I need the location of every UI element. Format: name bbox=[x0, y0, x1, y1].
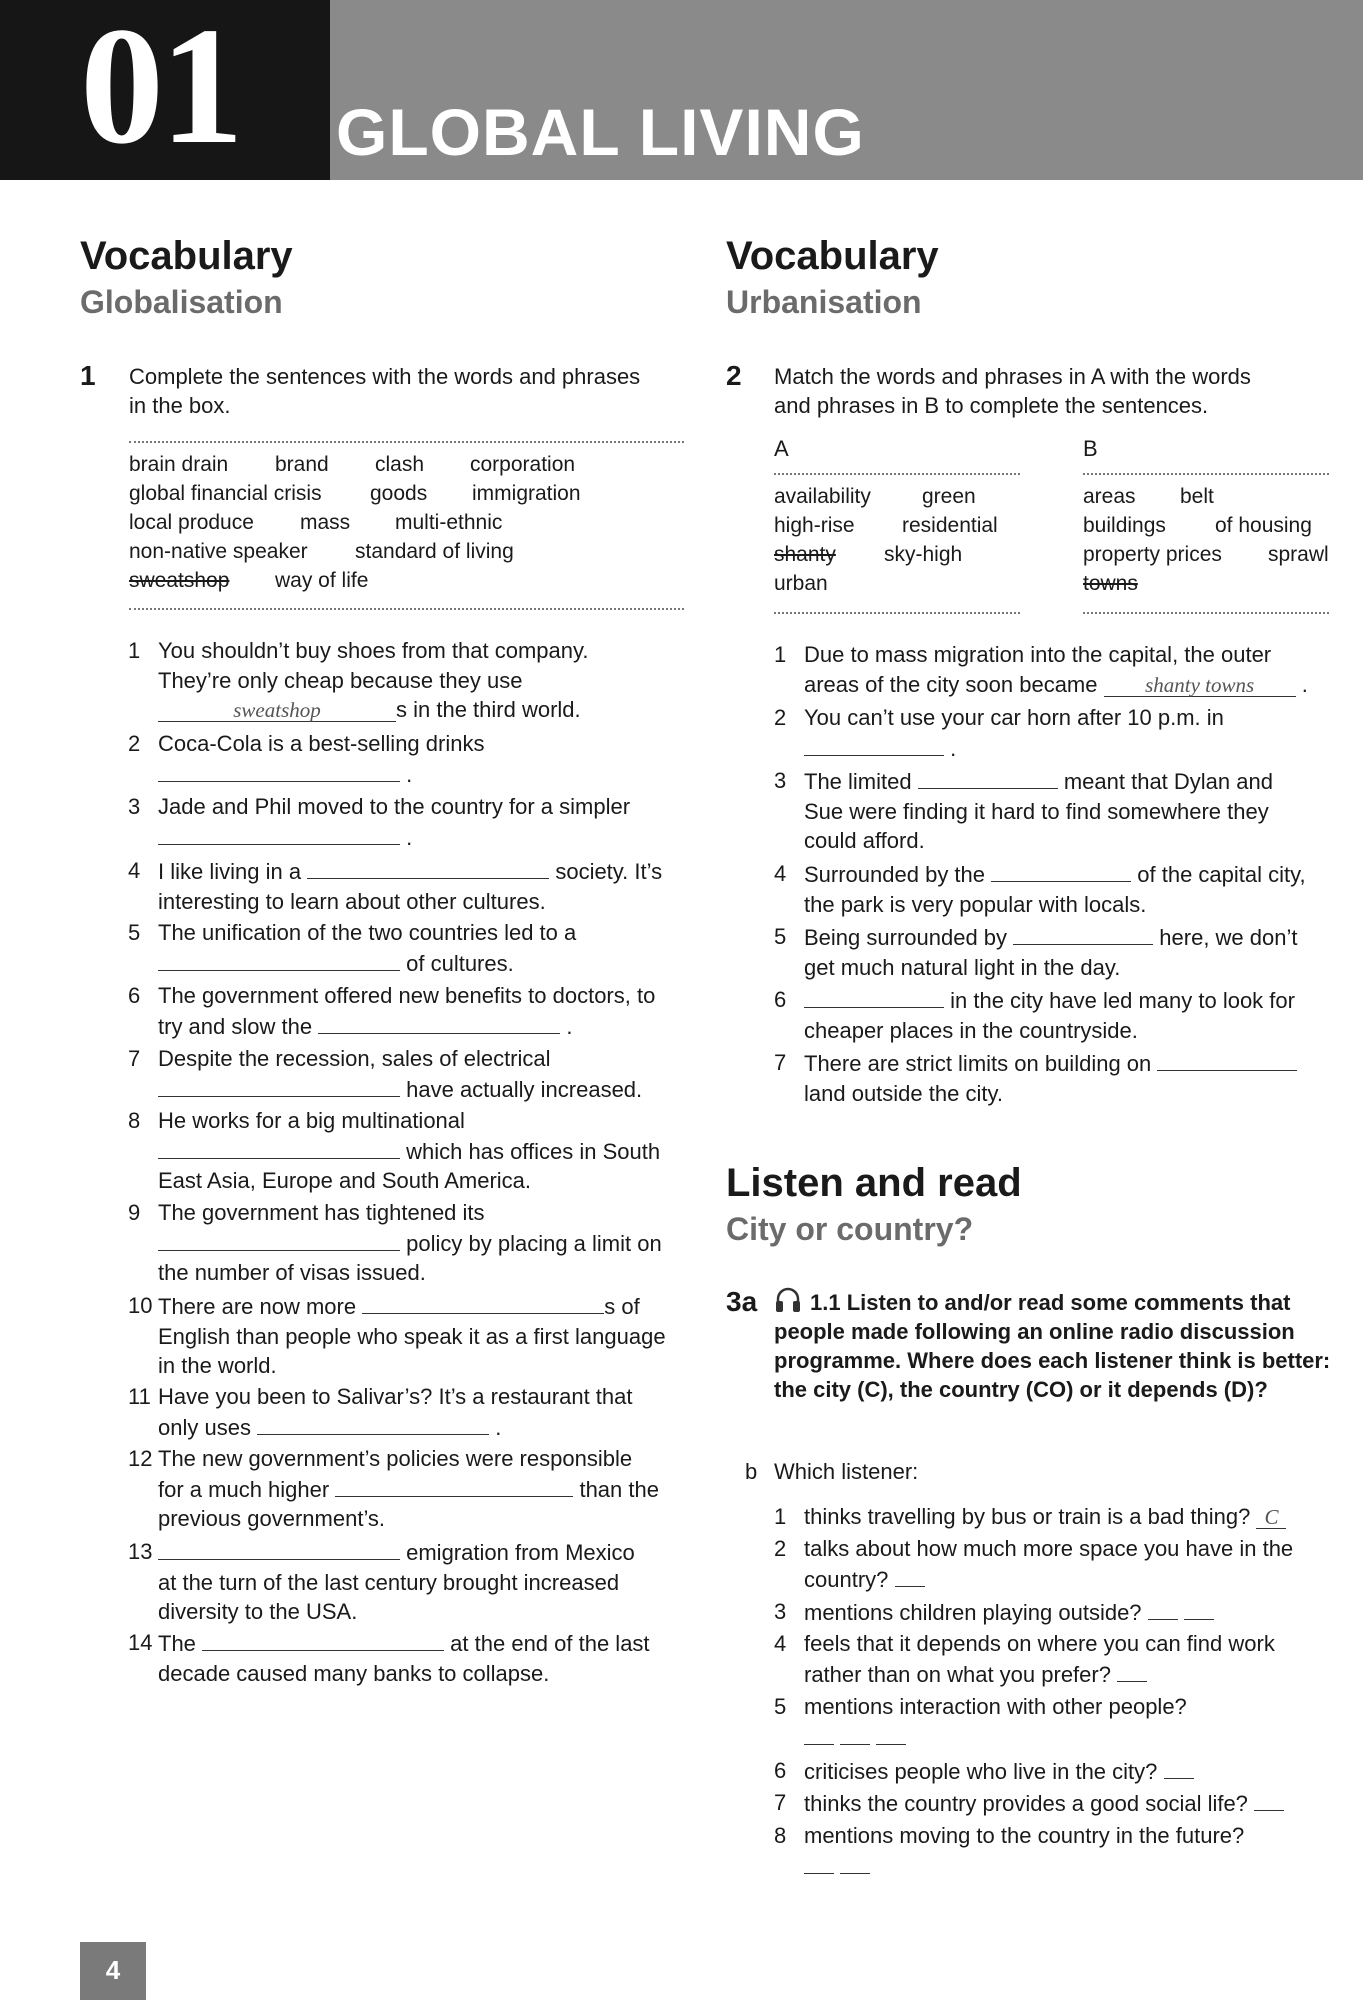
word-box-item: global financial crisis bbox=[129, 482, 322, 505]
task-3a-line: the city (C), the country (CO) or it depends (D)? bbox=[774, 1377, 1268, 1402]
item-text: The unification of the two countries led to a bbox=[158, 920, 577, 945]
word-box-item: non-native speaker bbox=[129, 540, 308, 563]
task-3a-line: people made following an online radio discussion bbox=[774, 1319, 1295, 1344]
item-text: have actually increased. bbox=[406, 1076, 643, 1102]
answer-blank[interactable] bbox=[158, 1537, 400, 1560]
item-number: 9 bbox=[128, 1200, 141, 1225]
column-a-item: high-rise bbox=[774, 514, 855, 537]
answer-blank[interactable] bbox=[1184, 1597, 1214, 1620]
answer-blank[interactable] bbox=[202, 1628, 444, 1651]
exercise-2-item bbox=[774, 985, 1339, 1045]
word-box-item: clash bbox=[375, 453, 425, 476]
unit-number-slant bbox=[300, 0, 330, 180]
item-number: 10 bbox=[128, 1293, 153, 1318]
item-text: criticises people who live in the city? bbox=[804, 1759, 1158, 1784]
column-b-label: B bbox=[1083, 436, 1098, 461]
left-section-subheading: Globalisation bbox=[80, 284, 283, 320]
listener-item bbox=[774, 1821, 1339, 1881]
exercise-1-item bbox=[128, 1291, 708, 1381]
answer-blank[interactable]: sweatshop bbox=[158, 699, 396, 722]
item-number: 13 bbox=[128, 1539, 153, 1564]
answer-blank[interactable] bbox=[158, 759, 400, 782]
answer-blank[interactable] bbox=[257, 1412, 489, 1435]
word-box-item: corporation bbox=[470, 453, 576, 476]
item-text: Despite the recession, sales of electrical bbox=[158, 1046, 551, 1071]
task-2-instruction bbox=[774, 362, 1251, 420]
task-1-instruction bbox=[129, 362, 640, 420]
item-text: mentions interaction with other people? bbox=[804, 1694, 1187, 1719]
item-text: . bbox=[406, 761, 413, 787]
answer-blank[interactable] bbox=[158, 1228, 400, 1251]
item-text: land outside the city. bbox=[804, 1080, 1003, 1106]
item-number: 3 bbox=[128, 794, 141, 819]
item-number: 6 bbox=[774, 987, 787, 1012]
item-text: diversity to the USA. bbox=[158, 1599, 358, 1624]
item-number: 3 bbox=[774, 768, 787, 793]
item-text: Due to mass migration into the capital, the outer bbox=[804, 642, 1272, 667]
item-number: 7 bbox=[128, 1046, 141, 1071]
item-text: Coca-Cola is a best-selling drinks bbox=[158, 731, 485, 756]
item-text: The government offered new benefits to doctors, to bbox=[158, 983, 656, 1008]
item-text: s in the third world. bbox=[396, 697, 581, 722]
answer-blank[interactable] bbox=[307, 856, 549, 879]
item-text: thinks travelling by bus or train is a bad thing? bbox=[804, 1504, 1251, 1529]
word-box-item: standard of living bbox=[355, 540, 514, 563]
word-box-item: brand bbox=[275, 453, 329, 476]
item-text: at the end of the last bbox=[450, 1631, 650, 1656]
task-2-number: 2 bbox=[726, 360, 742, 391]
task-2-instruction-line: and phrases in B to complete the sentences. bbox=[774, 393, 1209, 418]
item-text: You can’t use your car horn after 10 p.m. in bbox=[804, 705, 1224, 730]
item-text: here, we don’t bbox=[1159, 925, 1298, 950]
exercise-1-item bbox=[128, 1537, 708, 1627]
exercise-1-item bbox=[128, 1044, 708, 1104]
answer-blank[interactable] bbox=[158, 1074, 400, 1097]
listener-item bbox=[774, 1534, 1339, 1594]
item-text: Jade and Phil moved to the country for a simpler bbox=[158, 794, 631, 819]
listen-section-subheading: City or country? bbox=[726, 1211, 974, 1247]
unit-number: 01 bbox=[80, 0, 240, 179]
word-box-item-used: sweatshop bbox=[129, 569, 230, 592]
item-text: for a much higher bbox=[158, 1476, 330, 1502]
item-text: try and slow the bbox=[158, 1013, 313, 1039]
exercise-1-item bbox=[128, 981, 708, 1041]
task-3a-line: Listen to and/or read some comments that bbox=[846, 1290, 1291, 1315]
item-text: at the turn of the last century brought increased bbox=[158, 1569, 620, 1595]
item-number: 1 bbox=[774, 642, 787, 667]
item-text: You shouldn’t buy shoes from that company. bbox=[158, 638, 589, 663]
exercise-2-item bbox=[774, 703, 1339, 763]
task-3b-label: b bbox=[745, 1459, 758, 1484]
item-text: in the world. bbox=[158, 1353, 277, 1378]
item-text: The bbox=[158, 1631, 196, 1656]
exercise-2-item bbox=[774, 922, 1339, 982]
item-text: than the bbox=[579, 1476, 659, 1502]
item-number: 3 bbox=[774, 1599, 787, 1624]
item-number: 4 bbox=[774, 861, 787, 886]
exercise-2-item bbox=[774, 766, 1339, 856]
item-text: only uses bbox=[158, 1414, 251, 1440]
item-text: mentions moving to the country in the future? bbox=[804, 1823, 1245, 1848]
task-1-instruction-line: in the box. bbox=[129, 393, 231, 418]
listen-section-heading: Listen and read bbox=[726, 1161, 1022, 1205]
item-text: . bbox=[495, 1414, 502, 1440]
item-text: thinks the country provides a good social life? bbox=[804, 1791, 1248, 1816]
item-text: There are now more bbox=[158, 1294, 357, 1319]
item-number: 2 bbox=[774, 705, 787, 730]
exercise-1-item bbox=[128, 1198, 708, 1288]
item-number: 7 bbox=[774, 1790, 787, 1815]
task-1-number: 1 bbox=[80, 360, 96, 391]
item-text: of cultures. bbox=[406, 950, 514, 976]
track-number: 1.1 bbox=[810, 1290, 841, 1315]
right-section-subheading: Urbanisation bbox=[726, 284, 922, 320]
answer-blank[interactable] bbox=[1157, 1048, 1297, 1071]
answer-blank[interactable] bbox=[1254, 1788, 1284, 1811]
answer-blank[interactable] bbox=[1117, 1659, 1147, 1682]
column-a-item-used: shanty bbox=[774, 543, 836, 566]
word-box-item: mass bbox=[300, 511, 351, 534]
left-section-heading: Vocabulary bbox=[80, 234, 293, 278]
answer-blank[interactable] bbox=[158, 1136, 400, 1159]
item-text: meant that Dylan and bbox=[1063, 769, 1273, 794]
item-text: Sue were finding it hard to find somewhere they bbox=[804, 798, 1269, 824]
item-number: 7 bbox=[774, 1050, 787, 1075]
item-text: areas of the city soon became bbox=[804, 671, 1098, 697]
exercise-1-item bbox=[128, 1628, 708, 1688]
column-b-item: belt bbox=[1180, 485, 1214, 508]
item-text: They’re only cheap because they use bbox=[158, 667, 523, 693]
listener-item bbox=[774, 1756, 1339, 1787]
answer-blank[interactable] bbox=[318, 1011, 560, 1034]
task-3a-number: 3a bbox=[726, 1286, 758, 1317]
exercise-1-item bbox=[128, 636, 708, 725]
item-number: 2 bbox=[128, 731, 141, 756]
task-3a-instruction bbox=[774, 1288, 1339, 1404]
answer-blank[interactable] bbox=[158, 948, 400, 971]
exercise-2-item bbox=[774, 1048, 1339, 1108]
answer-blank[interactable] bbox=[895, 1564, 925, 1587]
item-text: I like living in a bbox=[158, 859, 302, 884]
answer-blank[interactable] bbox=[840, 1722, 870, 1745]
listener-item bbox=[774, 1788, 1339, 1819]
task-3b-instruction: Which listener: bbox=[774, 1459, 919, 1484]
item-text: East Asia, Europe and South America. bbox=[158, 1168, 532, 1193]
column-b-item-used: towns bbox=[1083, 572, 1138, 595]
column-a-label: A bbox=[774, 436, 789, 461]
item-number: 8 bbox=[128, 1108, 141, 1133]
page-number: 4 bbox=[105, 1955, 121, 1985]
item-number: 5 bbox=[774, 924, 787, 949]
answer-blank[interactable] bbox=[804, 733, 944, 756]
listener-item bbox=[774, 1629, 1339, 1689]
item-text: the number of visas issued. bbox=[158, 1260, 426, 1285]
answer-blank[interactable]: C bbox=[1256, 1506, 1286, 1529]
answer-blank[interactable] bbox=[804, 985, 944, 1008]
answer-blank[interactable] bbox=[991, 859, 1131, 882]
exercise-1-item bbox=[128, 729, 708, 789]
item-text: . bbox=[566, 1013, 573, 1039]
column-b-item: buildings bbox=[1083, 514, 1166, 537]
answer-blank[interactable]: shanty towns bbox=[1104, 674, 1296, 697]
item-text: could afford. bbox=[804, 828, 925, 853]
right-section-heading: Vocabulary bbox=[726, 234, 939, 278]
answer-blank[interactable] bbox=[335, 1474, 573, 1497]
word-box-item: way of life bbox=[275, 569, 369, 592]
item-text: in the city have led many to look for bbox=[950, 988, 1295, 1013]
column-b-item: sprawl bbox=[1268, 543, 1329, 566]
item-text: Surrounded by the bbox=[804, 862, 986, 887]
item-text: interesting to learn about other cultures. bbox=[158, 888, 546, 914]
item-number: 1 bbox=[774, 1504, 787, 1529]
item-text: feels that it depends on where you can find work bbox=[804, 1631, 1275, 1656]
item-text: . bbox=[950, 735, 957, 761]
item-text: decade caused many banks to collapse. bbox=[158, 1660, 550, 1686]
column-b-item: areas bbox=[1083, 485, 1136, 508]
item-text: mentions children playing outside? bbox=[804, 1600, 1142, 1625]
word-box-item: local produce bbox=[129, 511, 254, 534]
exercise-1-item bbox=[128, 1444, 708, 1534]
item-text: The limited bbox=[804, 769, 912, 794]
answer-blank[interactable] bbox=[918, 766, 1058, 789]
item-text: There are strict limits on building on bbox=[804, 1051, 1152, 1076]
item-number: 11 bbox=[128, 1384, 151, 1409]
word-box-item: immigration bbox=[472, 482, 581, 505]
item-number: 4 bbox=[128, 858, 141, 883]
item-number: 4 bbox=[774, 1631, 787, 1656]
item-text: . bbox=[406, 824, 413, 850]
exercise-2-item bbox=[774, 859, 1339, 919]
answer-blank[interactable] bbox=[158, 822, 400, 845]
item-text: Have you been to Salivar’s? It’s a restaurant that bbox=[158, 1384, 633, 1409]
item-number: 2 bbox=[774, 1536, 787, 1561]
item-text: emigration from Mexico bbox=[406, 1540, 635, 1565]
answer-blank[interactable] bbox=[876, 1722, 906, 1745]
item-number: 14 bbox=[128, 1630, 153, 1655]
item-text: The government has tightened its bbox=[158, 1200, 485, 1225]
task-3a-line: programme. Where does each listener think is better: bbox=[774, 1348, 1331, 1373]
item-text: society. It’s bbox=[555, 859, 663, 884]
column-a-item: urban bbox=[774, 572, 828, 595]
item-number: 6 bbox=[774, 1758, 787, 1783]
exercise-1-item bbox=[128, 918, 708, 978]
answer-blank[interactable] bbox=[804, 1851, 834, 1874]
answer-blank[interactable] bbox=[1013, 922, 1153, 945]
item-text: s of bbox=[604, 1294, 640, 1319]
listener-item bbox=[774, 1502, 1339, 1532]
word-box-item: goods bbox=[370, 482, 428, 505]
exercise-1-item bbox=[128, 1382, 708, 1442]
answer-blank[interactable] bbox=[1164, 1756, 1194, 1779]
item-number: 5 bbox=[774, 1694, 787, 1719]
item-text: . bbox=[1301, 671, 1308, 697]
column-b-item: of housing bbox=[1215, 514, 1312, 537]
exercise-1-item bbox=[128, 856, 708, 916]
task-1-instruction-line: Complete the sentences with the words and phrases bbox=[129, 364, 641, 389]
column-a-item: residential bbox=[902, 514, 998, 537]
item-text: which has offices in South bbox=[406, 1138, 661, 1164]
item-text: talks about how much more space you have in the bbox=[804, 1536, 1294, 1561]
exercise-1-item bbox=[128, 792, 708, 852]
exercise-2-item bbox=[774, 640, 1339, 699]
word-box-item: multi-ethnic bbox=[395, 511, 503, 534]
exercise-1-item bbox=[128, 1106, 708, 1196]
column-a-item: availability bbox=[774, 485, 871, 508]
item-text: cheaper places in the countryside. bbox=[804, 1017, 1138, 1043]
answer-blank[interactable] bbox=[1148, 1597, 1178, 1620]
item-text: get much natural light in the day. bbox=[804, 954, 1121, 980]
unit-title: GLOBAL LIVING bbox=[336, 95, 865, 169]
item-text: of the capital city, bbox=[1137, 862, 1306, 887]
item-number: 5 bbox=[128, 920, 141, 945]
answer-blank[interactable] bbox=[362, 1291, 604, 1314]
word-box-item: brain drain bbox=[129, 453, 229, 476]
column-a-item: sky-high bbox=[884, 543, 963, 566]
column-a-item: green bbox=[922, 485, 976, 508]
item-text: He works for a big multinational bbox=[158, 1108, 465, 1133]
answer-blank[interactable] bbox=[840, 1851, 870, 1874]
item-text: previous government’s. bbox=[158, 1506, 386, 1531]
item-text: the park is very popular with locals. bbox=[804, 891, 1147, 917]
task-2-instruction-line: Match the words and phrases in A with the words bbox=[774, 364, 1251, 389]
item-text: country? bbox=[804, 1566, 889, 1592]
item-number: 8 bbox=[774, 1823, 787, 1848]
item-text: The new government’s policies were responsible bbox=[158, 1446, 633, 1471]
column-b-item: property prices bbox=[1083, 543, 1222, 566]
listener-item bbox=[774, 1597, 1339, 1628]
item-text: policy by placing a limit on bbox=[406, 1230, 662, 1256]
item-number: 6 bbox=[128, 983, 141, 1008]
item-text: rather than on what you prefer? bbox=[804, 1661, 1111, 1687]
item-text: Being surrounded by bbox=[804, 925, 1008, 950]
listener-item bbox=[774, 1692, 1339, 1752]
item-text: English than people who speak it as a first language bbox=[158, 1323, 666, 1349]
item-number: 12 bbox=[128, 1446, 153, 1471]
item-number: 1 bbox=[128, 638, 141, 663]
answer-blank[interactable] bbox=[804, 1722, 834, 1745]
